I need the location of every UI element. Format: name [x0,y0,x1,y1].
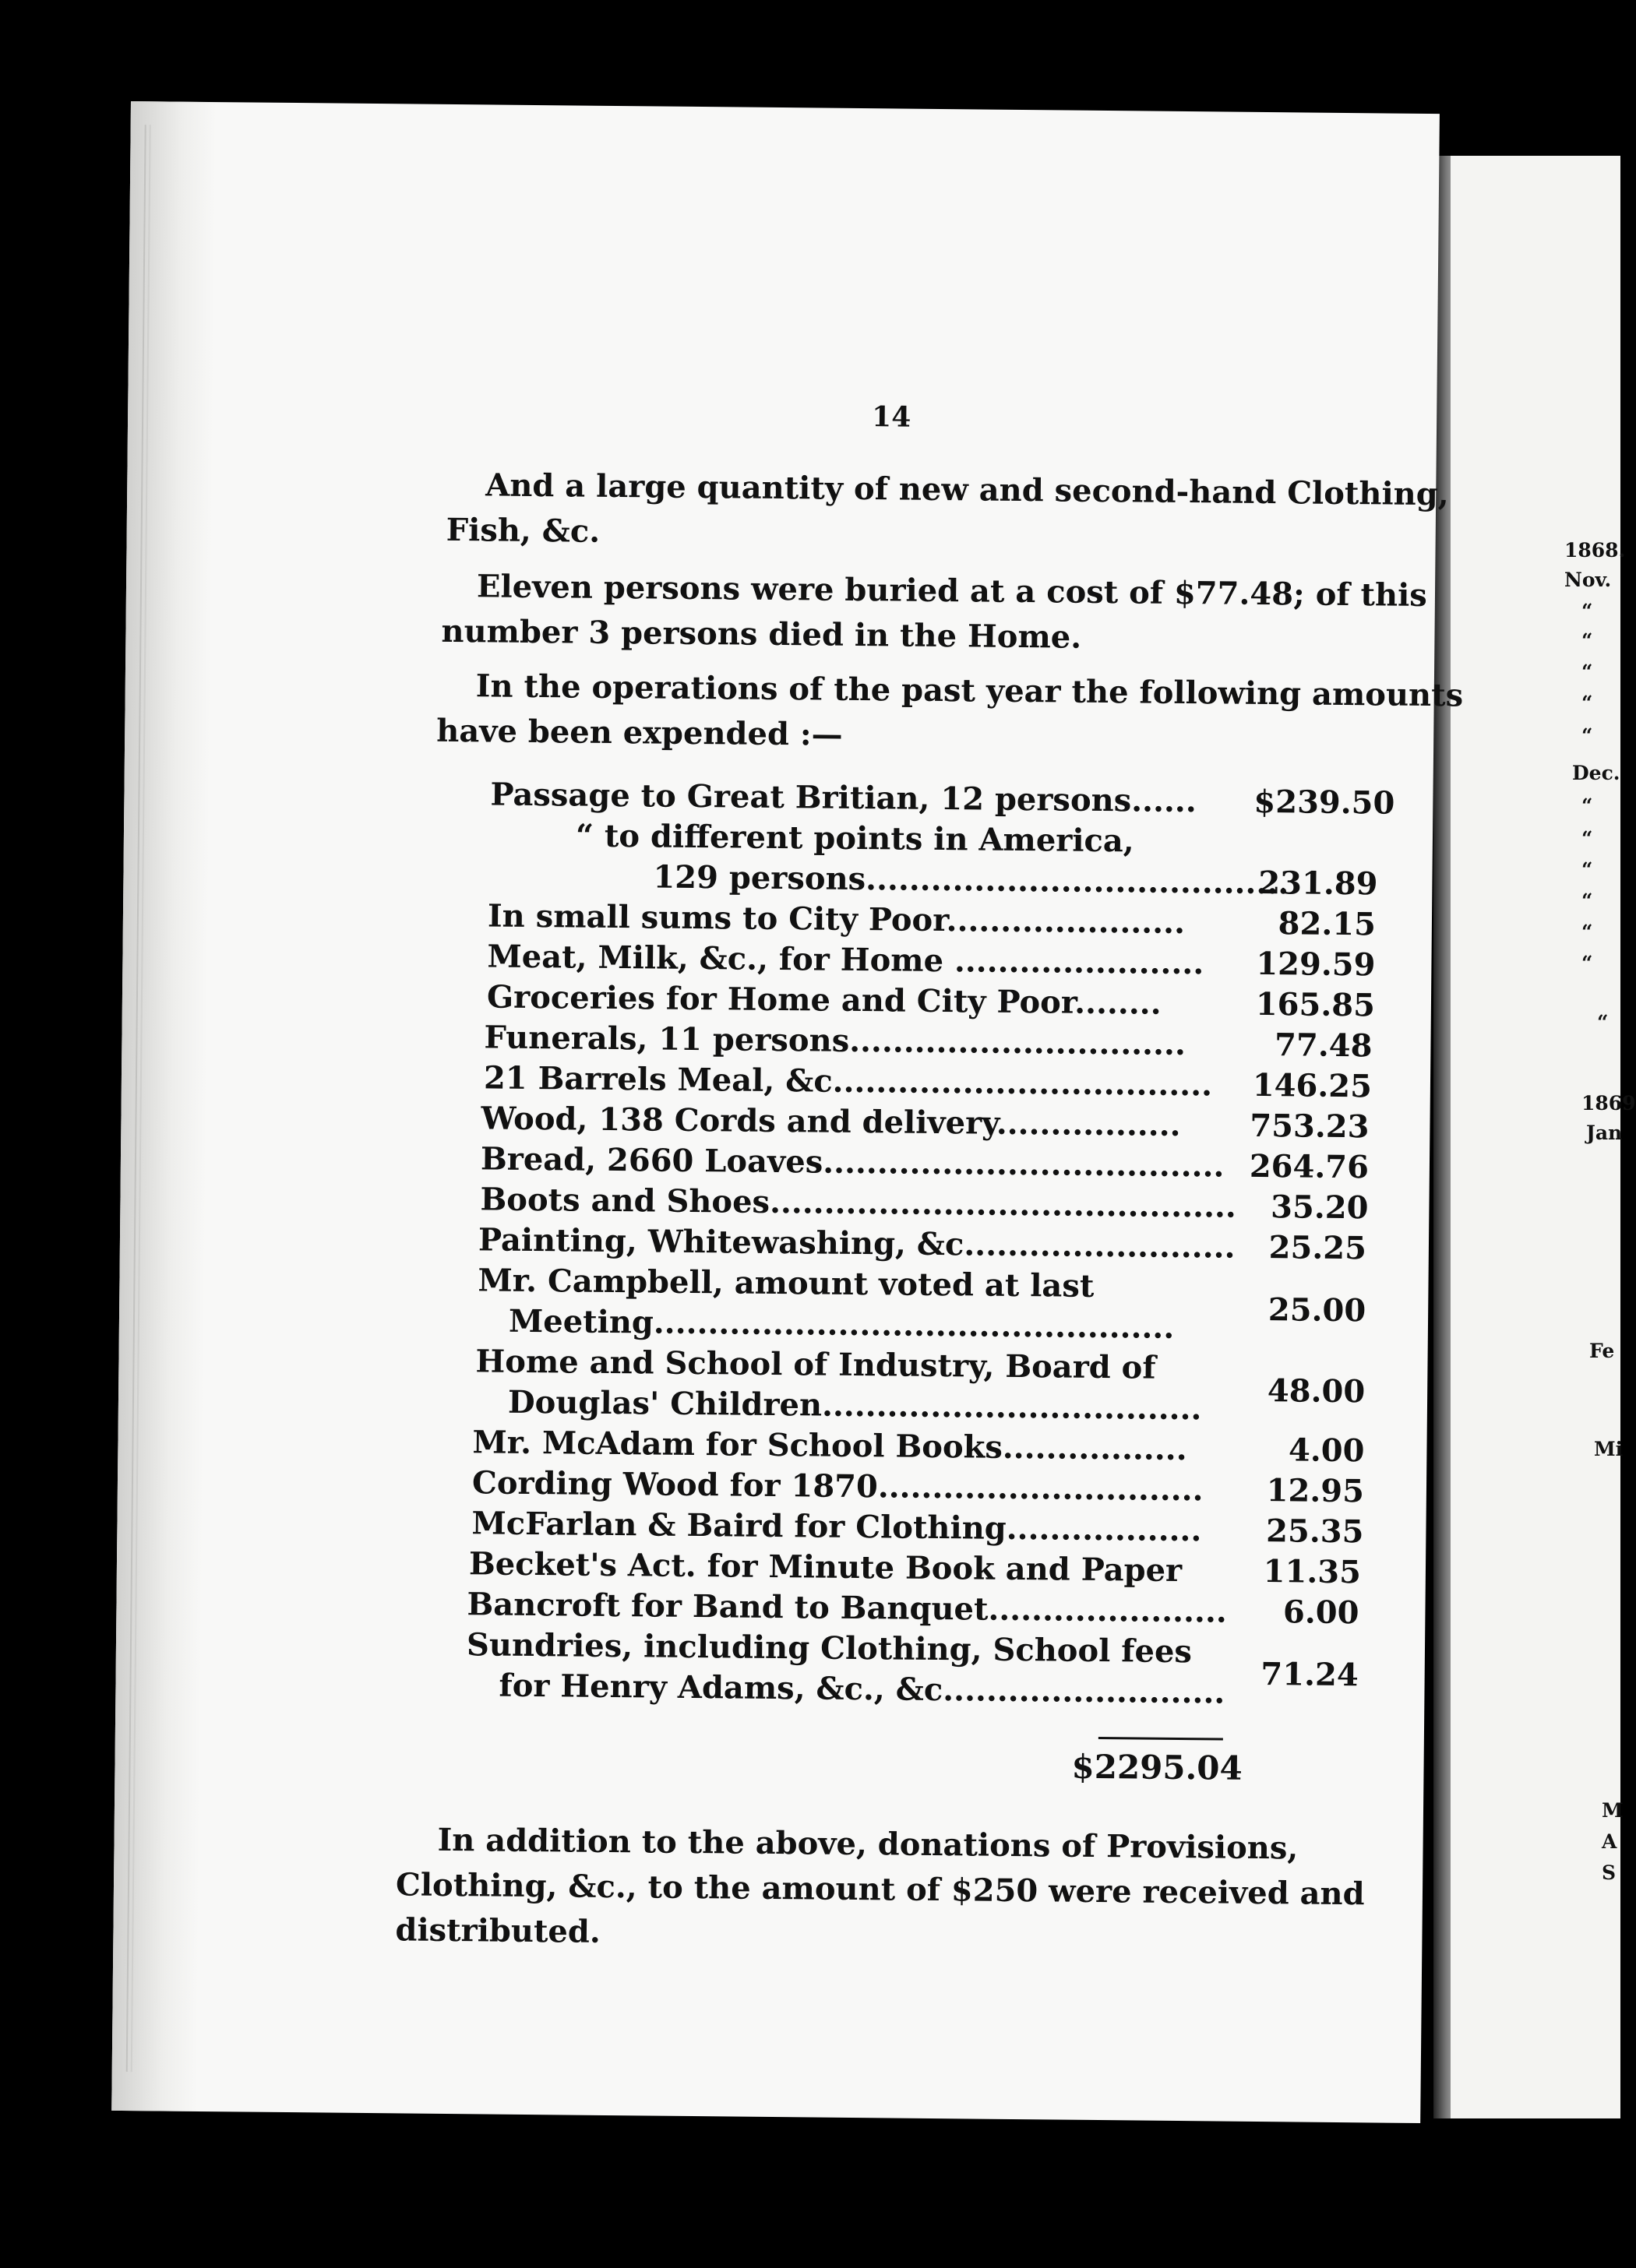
closing-line: Clothing, &c., to the amount of $250 were received and [395,1866,1365,1913]
closing-paragraph [115,1815,1423,1950]
facing-page-text: “ [1581,794,1593,817]
facing-page-text: “ [1581,660,1593,683]
expenditure-amount: 165.85 [1255,985,1376,1024]
facing-page-text: S [1602,1861,1617,1884]
facing-page-text: A [1602,1830,1617,1853]
expenditure-label: Mr. Campbell, amount voted at last [478,1262,1095,1305]
expenditure-amount: 77.48 [1274,1027,1373,1065]
facing-page-text: “ [1581,629,1593,652]
intro-paragraph [128,460,1449,550]
expenditure-label: Becket's Act. for Minute Book and Paper [468,1545,1183,1590]
expenditure-label: McFarlan & Baird for Clothing.................. [471,1505,1202,1549]
expenditure-label: Douglas' Children................................... [507,1383,1202,1428]
expenditure-label: Funerals, 11 persons............................... [484,1019,1186,1063]
facing-page-text: 1868. [1564,539,1626,562]
closing-line: In addition to the above, donations of Provisions, [437,1821,1299,1867]
expenditure-label: Groceries for Home and City Poor........ [486,978,1162,1022]
expenditure-amount: 71.24 [1260,1656,1359,1694]
expenditure-amount: 6.00 [1282,1594,1359,1632]
expenditure-amount: 264.76 [1249,1147,1370,1186]
expenditure-label: Wood, 138 Cords and delivery................. [481,1100,1181,1143]
closing-line: distributed. [395,1911,601,1950]
facing-page-text: “ [1581,889,1593,912]
expenditure-label: Sundries, including Clothing, School fees [466,1626,1193,1671]
expenditure-label: Painting, Whitewashing, &c......................... [478,1221,1236,1266]
expenditure-label: Bread, 2660 Loaves..................................... [480,1140,1225,1185]
book-page [111,101,1464,2123]
facing-page-text: “ [1581,827,1593,850]
facing-page-text: Dec. [1572,762,1620,784]
facing-page-text: “ [1581,600,1593,622]
total-rule [1098,1737,1223,1741]
expenditure-amount: 25.35 [1265,1513,1364,1551]
burial-paragraph [126,561,1435,656]
facing-page-text: “ [1581,692,1593,714]
facing-page-text: Nov. [1564,569,1612,591]
operations-line: have been expended :— [436,712,843,753]
facing-page-text: Mi [1594,1438,1624,1460]
facing-page-text: 1869 [1581,1092,1636,1115]
expenditure-label: Passage to Great Britian, 12 persons...... [490,776,1197,820]
expenditure-label: for Henry Adams, &c., &c.......................... [499,1667,1225,1711]
facing-page-text: Fe [1589,1340,1615,1362]
facing-page-text: “ [1597,1011,1609,1034]
operations-paragraph [125,660,1464,753]
expenditure-label: Meeting................................................ [508,1302,1175,1346]
intro-line: And a large quantity of new and second-hand Clothing, [485,467,1449,513]
facing-page-text: Jan [1586,1122,1623,1144]
expenditure-amount: 35.20 [1270,1189,1369,1227]
expenditure-amount: 12.95 [1266,1472,1365,1510]
facing-page-text: M [1602,1799,1624,1822]
expenditure-label: Bancroft for Band to Banquet...................... [467,1586,1228,1630]
burial-line: number 3 persons died in the Home. [441,612,1082,656]
expenditure-label: 21 Barrels Meal, &c................................... [483,1059,1213,1104]
expenditure-amount: 753.23 [1250,1107,1370,1146]
burial-line: Eleven persons were buried at a cost of $77.48; of this [476,568,1428,614]
expenditure-amount: 11.35 [1263,1553,1362,1591]
operations-line: In the operations of the past year the following amounts [475,667,1464,714]
facing-page-text: “ [1581,921,1593,943]
expenditure-amount: 25.25 [1268,1229,1367,1267]
expenditure-amount: 129.59 [1256,945,1376,984]
expenditure-label: 129 persons....................................... [653,858,1289,902]
expenditure-label: Mr. McAdam for School Books................. [472,1424,1187,1468]
facing-page-text: “ [1581,952,1593,974]
expenditure-amount: 4.00 [1288,1432,1365,1470]
page-number: 14 [871,400,911,434]
facing-page-text: “ [1581,858,1593,881]
expenditure-amount: $239.50 [1253,783,1395,822]
intro-line: Fish, &c. [446,511,601,550]
total-amount: $2295.04 [1071,1747,1243,1787]
page-edge-shadow [111,101,217,2111]
expenditure-label: Cording Wood for 1870.............................. [471,1464,1204,1509]
expenditure-label: Boots and Shoes........................................... [480,1181,1237,1225]
expenditure-amount: 146.25 [1252,1066,1373,1105]
expenditure-label: In small sums to City Poor...................... [487,897,1186,942]
expenditure-label: Meat, Milk, &c., for Home ....................... [487,938,1204,982]
facing-page-text: “ [1581,724,1593,747]
expenditure-label: Home and School of Industry, Board of [475,1343,1156,1386]
expenditure-label: “ to different points in America, [575,817,1134,860]
expenditure-amount: 231.89 [1258,864,1378,903]
expenditure-amount: 48.00 [1267,1372,1366,1410]
expenditure-amount: 82.15 [1278,905,1377,943]
expenditure-amount: 25.00 [1268,1291,1366,1329]
